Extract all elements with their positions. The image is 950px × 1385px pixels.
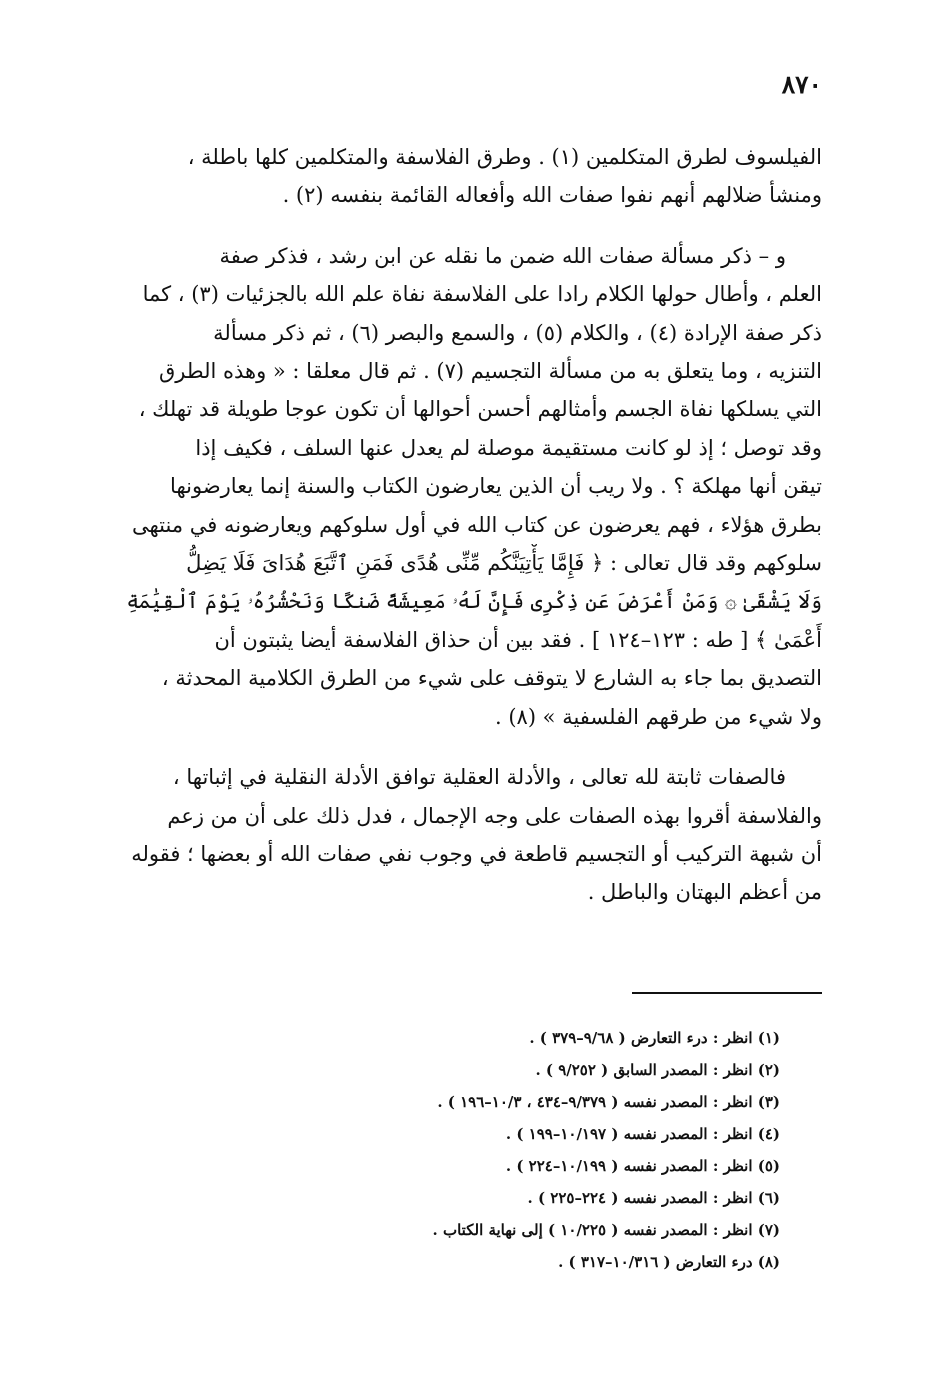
text-line: التنزيه ، وما يتعلق به من مسألة التجسيم (٧) . ثم قال معلقا : « وهذه الطرق bbox=[158, 359, 822, 384]
paragraph-2 bbox=[122, 237, 822, 736]
footnotes bbox=[160, 1022, 780, 1278]
main-text bbox=[122, 138, 822, 934]
text-line: التي يسلكها نفاة الجسم وأمثالهم أحسن أحوالها أن تكون عوجا طويلة قد تهلك ، bbox=[138, 397, 822, 422]
text-line: أن شبهة التركيب أو التجسيم قاطعة في وجوب نفي صفات الله أو بعضها ؛ فقوله bbox=[131, 841, 822, 866]
paragraph-3 bbox=[122, 758, 822, 912]
footnote: (٥) انظر : المصدر نفسه ( ١٠/١٩٩–٢٢٤ ) . bbox=[505, 1157, 780, 1175]
footnote: (٨) درء التعارض ( ١٠/٣١٦–٣١٧ ) . bbox=[558, 1253, 780, 1271]
quran-verse-line: وَلَا يَشْقَىٰ ۞ وَمَنْ أَعْرَضَ عَن ذِكْرِى فَإِنَّ لَهُۥ مَعِيشَةً ضَنكًا وَنَحْشُرُهُۥ يَوْمَ ٱلْقِيَٰمَةِ bbox=[126, 589, 822, 614]
quran-verse-line: أَعْمَىٰ ﴾ [ طه : ١٢٣–١٢٤ ] . فقد بين أن حذاق الفلاسفة أيضا يثبتون أن bbox=[214, 627, 822, 652]
text-line: الفيلسوف لطرق المتكلمين (١) . وطرق الفلاسفة والمتكلمين كلها باطلة ، bbox=[187, 145, 822, 169]
footnote: (٣) انظر : المصدر نفسه ( ٩/٣٧٩–٤٣٤ ، ١٠/٣–١٩٦ ) . bbox=[437, 1093, 780, 1111]
text-line: تيقن أنها مهلكة ؟ . ولا ريب أن الذين يعارضون الكتاب والسنة إنما يعارضونها bbox=[170, 474, 822, 499]
text-line: ومنشأ ضلالهم أنهم نفوا صفات الله وأفعاله القائمة بنفسه (٢) . bbox=[282, 183, 822, 208]
footnote-separator bbox=[632, 992, 822, 994]
text-line: فالصفات ثابتة لله تعالى ، والأدلة العقلية توافق الأدلة النقلية في إثباتها ، bbox=[172, 765, 786, 790]
footnote: (٤) انظر : المصدر نفسه ( ١٠/١٩٧–١٩٩ ) . bbox=[505, 1125, 780, 1143]
footnote: (٧) انظر : المصدر نفسه ( ١٠/٢٢٥ ) إلى نهاية الكتاب . bbox=[432, 1221, 780, 1239]
text-line: و – ذكر مسألة صفات الله ضمن ما نقله عن ابن رشد ، فذكر صفة bbox=[219, 243, 786, 268]
footnote: (١) انظر : درء التعارض ( ٩/٦٨–٣٧٩ ) . bbox=[529, 1029, 780, 1047]
text-line: ذكر صفة الإرادة (٤) ، والكلام (٥) ، والسمع والبصر (٦) ، ثم ذكر مسألة bbox=[213, 320, 822, 345]
text-line: ولا شيء من طرقهم الفلسفية » (٨) . bbox=[494, 704, 822, 729]
page-number: ٨٧٠ bbox=[781, 70, 822, 99]
paragraph-1 bbox=[122, 138, 822, 215]
text-line: وقد توصل ؛ إذ لو كانت مستقيمة موصلة لم يعدل عنها السلف ، فكيف إذا bbox=[195, 435, 822, 460]
text-line: التصديق بما جاء به الشارع لا يتوقف على شيء من الطرق الكلامية المحدثة ، bbox=[161, 666, 822, 691]
quran-verse-line: سلوكهم وقد قال تعالى : ﴿ فَإِمَّا يَأْتِيَنَّكُم مِّنِّى هُدًى فَمَنِ ٱتَّبَعَ هُدَاىَ فَلَا يَضِلُّ bbox=[186, 551, 822, 576]
footnote: (٦) انظر : المصدر نفسه ( ٢٢٤–٢٢٥ ) . bbox=[527, 1189, 780, 1207]
text-line: العلم ، وأطال حولها الكلام رادا على الفلاسفة نفاة علم الله بالجزئيات (٣) ، كما bbox=[142, 282, 822, 307]
text-line: من أعظم البهتان والباطل . bbox=[587, 880, 822, 905]
text-line: بطرق هؤلاء ، فهم يعرضون عن كتاب الله في أول سلوكهم ويعارضونه في منتهى bbox=[131, 512, 822, 537]
footnote: (٢) انظر : المصدر السابق ( ٩/٢٥٢ ) . bbox=[535, 1061, 780, 1079]
text-line: والفلاسفة أقروا بهذه الصفات على وجه الإجمال ، فدل ذلك على أن من زعم bbox=[167, 803, 822, 828]
